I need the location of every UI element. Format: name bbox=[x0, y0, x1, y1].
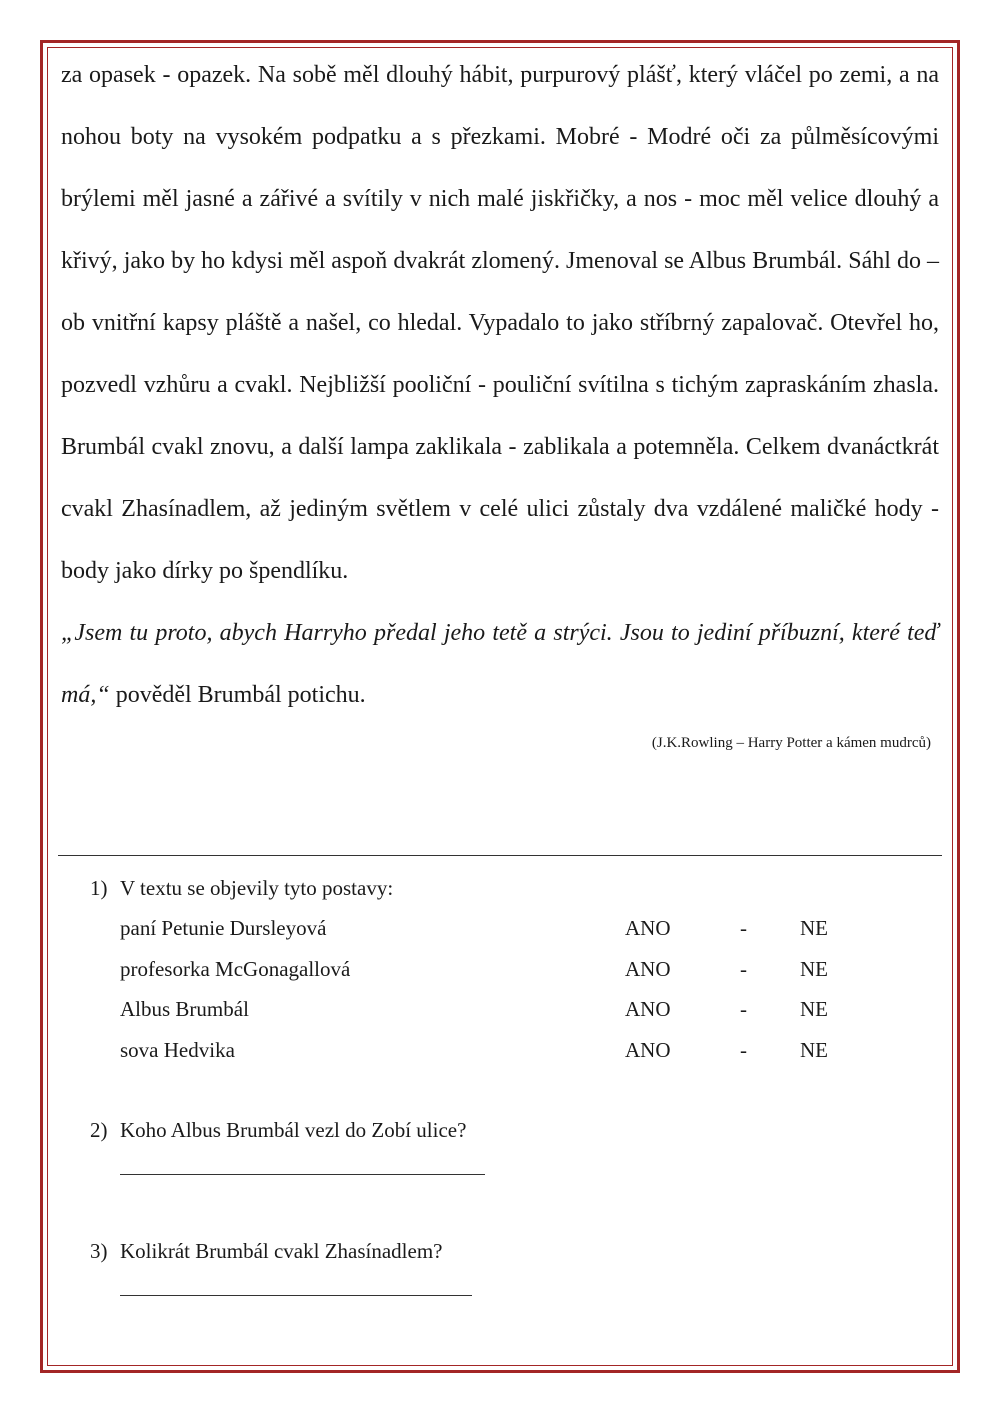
answer-yes[interactable]: ANO bbox=[625, 916, 671, 940]
option-name: paní Petunie Dursleyová bbox=[120, 916, 327, 940]
option-row bbox=[90, 908, 910, 949]
option-name: sova Hedvika bbox=[120, 1037, 235, 1062]
question-text: Kolikrát Brumbál cvakl Zhasínadlem? bbox=[120, 1239, 443, 1263]
citation: (J.K.Rowling – Harry Potter a kámen mudrců) bbox=[651, 735, 931, 751]
answer-no[interactable]: NE bbox=[800, 1037, 828, 1062]
answer-separator: - bbox=[740, 1037, 747, 1062]
answer-yes[interactable]: ANO bbox=[625, 956, 671, 981]
answer-line-3[interactable] bbox=[120, 1271, 472, 1296]
question-number: 2) bbox=[90, 1118, 108, 1142]
option-row bbox=[90, 989, 910, 1030]
passage-quote bbox=[61, 602, 939, 726]
answer-yes[interactable]: ANO bbox=[625, 1037, 671, 1062]
passage-paragraph: za opasek - opazek. Na sobě měl dlouhý hábit, purpurový plášť, který vláčel po zemi, a na nohou boty na vysokém podpatku a s přezkami. Mobré - Modré oči za půlměsícovými brýlemi měl jasné a zářivé a svítily v nich malé jiskřičky, a nos - moc měl velice dlouhý a křivý, jako by ho kdysi měl aspoň dvakrát zlomený. Jmenoval se Albus Brumbál. Sáhl do – ob vnitřní kapsy pláště a našel, co hledal. Vypadalo to jako stříbrný zapalovač. Otevřel ho, pozvedl vzhůru a cvakl. Nejbližší pooliční - pouliční svítilna s tichým zapraskáním zhasla. Brumbál cvakl znovu, a další lampa zaklikala - zablikala a potemněla. Celkem dvanáctkrát cvakl Zhasínadlem, až jediným světlem v celé ulici zůstaly dva vzdálené maličké hody - body jako dírky po špendlíku. bbox=[61, 62, 939, 584]
answer-no[interactable]: NE bbox=[800, 997, 828, 1021]
question-2 bbox=[90, 1110, 910, 1150]
option-name: profesorka McGonagallová bbox=[120, 956, 351, 981]
quote-italic: „Jsem tu proto, abych Harryho předal jeho tetě a strýci. Jsou to jediní příbuzní, které teď má,“ bbox=[61, 620, 939, 708]
answer-yes[interactable]: ANO bbox=[625, 997, 671, 1021]
section-divider bbox=[58, 855, 942, 856]
quote-tail: pověděl Brumbál potichu. bbox=[109, 682, 366, 708]
question-number: 1) bbox=[90, 876, 108, 900]
answer-separator: - bbox=[740, 997, 747, 1021]
option-row bbox=[90, 1030, 910, 1071]
answer-line-2[interactable] bbox=[120, 1150, 485, 1175]
answer-separator: - bbox=[740, 916, 747, 940]
question-text: Koho Albus Brumbál vezl do Zobí ulice? bbox=[120, 1118, 467, 1142]
answer-no[interactable]: NE bbox=[800, 956, 828, 981]
answer-separator: - bbox=[740, 956, 747, 981]
option-name: Albus Brumbál bbox=[120, 997, 249, 1021]
question-1 bbox=[90, 868, 910, 908]
question-3 bbox=[90, 1231, 910, 1271]
question-text: V textu se objevily tyto postavy: bbox=[120, 876, 394, 900]
option-row bbox=[90, 949, 910, 990]
reading-passage bbox=[61, 44, 939, 754]
question-number: 3) bbox=[90, 1239, 108, 1263]
answer-no[interactable]: NE bbox=[800, 916, 828, 940]
questions-section bbox=[90, 868, 910, 1296]
